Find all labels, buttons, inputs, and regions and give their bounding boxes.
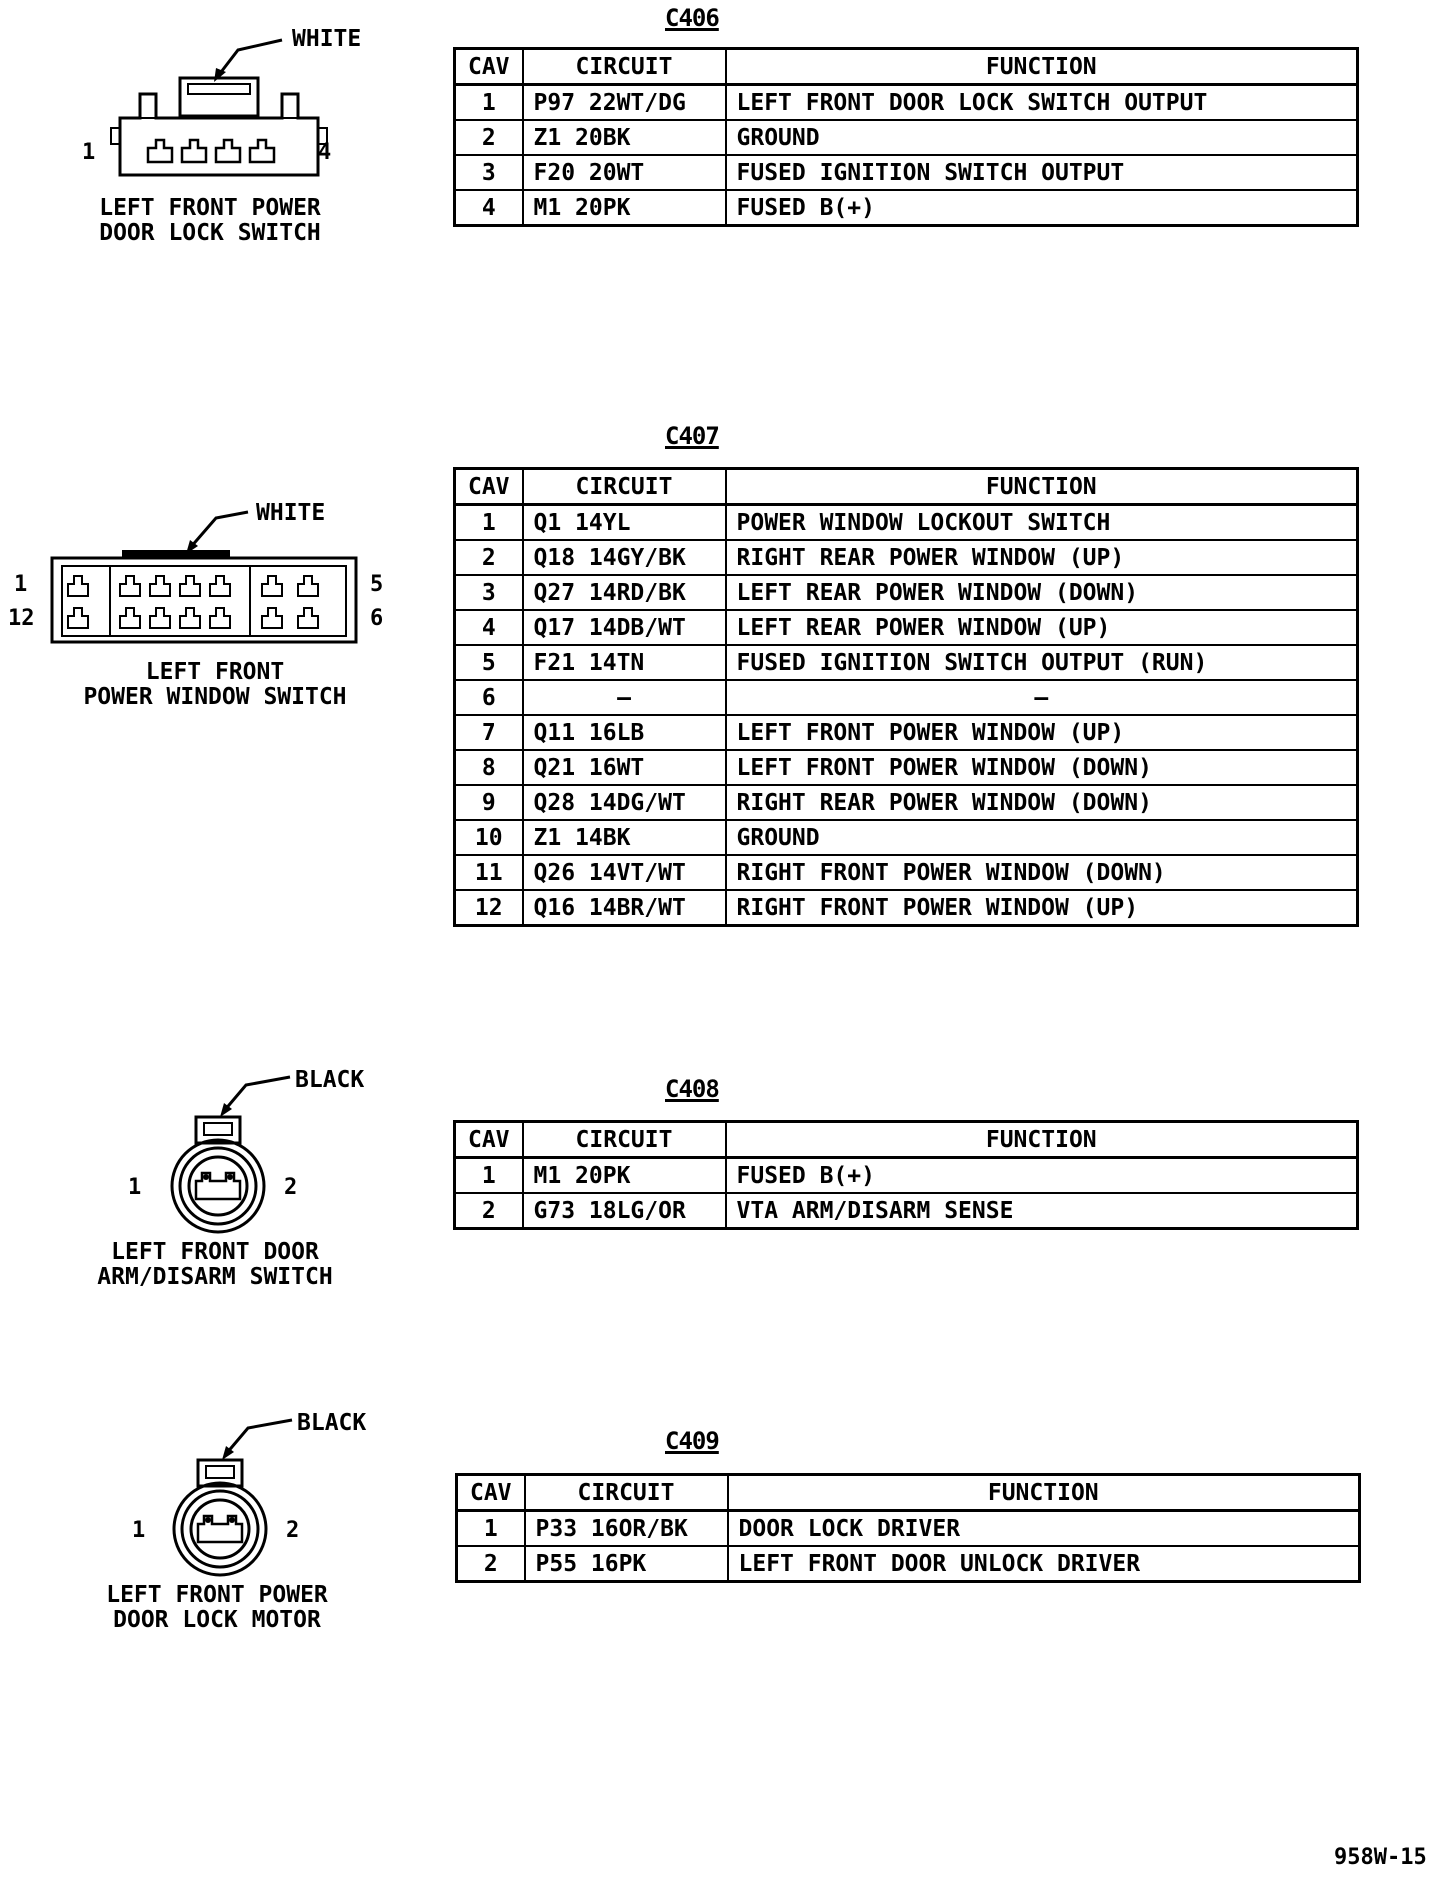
pin-label-1: 1 xyxy=(132,1518,146,1543)
circuit-cell: Q27 14RD/BK xyxy=(523,575,726,610)
circuit-cell: Q28 14DG/WT xyxy=(523,785,726,820)
cav-cell: 3 xyxy=(455,575,523,610)
cav-cell: 2 xyxy=(455,540,523,575)
cav-cell: 4 xyxy=(455,190,523,226)
circuit-cell: – xyxy=(523,680,726,715)
cav-cell: 1 xyxy=(457,1511,525,1547)
function-cell: LEFT FRONT POWER WINDOW (UP) xyxy=(726,715,1358,750)
connector-title-c408: C408 xyxy=(665,1075,719,1103)
cav-cell: 6 xyxy=(455,680,523,715)
header-cav: CAV xyxy=(457,1475,525,1511)
function-cell: LEFT REAR POWER WINDOW (DOWN) xyxy=(726,575,1358,610)
connector-label-c409 xyxy=(72,1583,362,1633)
header-circuit: CIRCUIT xyxy=(523,469,726,505)
pin-label-2: 2 xyxy=(286,1518,300,1543)
table-row xyxy=(455,750,1358,785)
connector-label-c407 xyxy=(50,660,380,710)
header-cav: CAV xyxy=(455,469,523,505)
circuit-cell: M1 20PK xyxy=(523,1158,726,1194)
cav-cell: 2 xyxy=(455,1193,523,1229)
cav-cell: 3 xyxy=(455,155,523,190)
circuit-cell: P33 16OR/BK xyxy=(525,1511,728,1547)
circuit-cell: P55 16PK xyxy=(525,1546,728,1582)
table-header-row xyxy=(455,469,1358,505)
function-cell: RIGHT FRONT POWER WINDOW (UP) xyxy=(726,890,1358,926)
circuit-cell: P97 22WT/DG xyxy=(523,85,726,121)
connector-label-line: LEFT FRONT POWER xyxy=(106,1582,328,1608)
table-row xyxy=(455,155,1358,190)
cav-cell: 5 xyxy=(455,645,523,680)
function-cell: LEFT FRONT POWER WINDOW (DOWN) xyxy=(726,750,1358,785)
table-row xyxy=(455,855,1358,890)
connector-label-line: POWER WINDOW SWITCH xyxy=(83,684,347,710)
cav-cell: 7 xyxy=(455,715,523,750)
circuit-cell: Q11 16LB xyxy=(523,715,726,750)
connector-color-c406: WHITE xyxy=(292,26,362,52)
connector-label-line: DOOR LOCK MOTOR xyxy=(113,1607,321,1633)
cav-cell: 8 xyxy=(455,750,523,785)
function-cell: RIGHT FRONT POWER WINDOW (DOWN) xyxy=(726,855,1358,890)
table-row xyxy=(455,820,1358,855)
circuit-cell: Z1 20BK xyxy=(523,120,726,155)
function-cell: FUSED B(+) xyxy=(726,1158,1358,1194)
connector-table-c407 xyxy=(453,467,1359,927)
connector-color-c407: WHITE xyxy=(256,500,326,526)
circuit-cell: Q16 14BR/WT xyxy=(523,890,726,926)
header-function: FUNCTION xyxy=(726,469,1358,505)
circuit-cell: Q1 14YL xyxy=(523,505,726,541)
header-circuit: CIRCUIT xyxy=(523,1122,726,1158)
document-id: 958W-15 xyxy=(1334,1845,1427,1870)
pin-label-5: 5 xyxy=(370,572,384,597)
circuit-cell: M1 20PK xyxy=(523,190,726,226)
function-cell: DOOR LOCK DRIVER xyxy=(728,1511,1360,1547)
circuit-cell: Q18 14GY/BK xyxy=(523,540,726,575)
table-row xyxy=(457,1546,1360,1582)
function-cell: LEFT FRONT DOOR LOCK SWITCH OUTPUT xyxy=(726,85,1358,121)
table-row xyxy=(455,1193,1358,1229)
table-row xyxy=(455,85,1358,121)
cav-cell: 2 xyxy=(455,120,523,155)
function-cell: FUSED IGNITION SWITCH OUTPUT (RUN) xyxy=(726,645,1358,680)
cav-cell: 2 xyxy=(457,1546,525,1582)
header-circuit: CIRCUIT xyxy=(525,1475,728,1511)
table-row xyxy=(455,645,1358,680)
circuit-cell: Q21 16WT xyxy=(523,750,726,785)
connector-label-line: LEFT FRONT DOOR xyxy=(111,1239,319,1265)
header-cav: CAV xyxy=(455,49,523,85)
table-row xyxy=(455,540,1358,575)
connector-label-c406 xyxy=(70,196,350,246)
cav-cell: 4 xyxy=(455,610,523,645)
header-function: FUNCTION xyxy=(728,1475,1360,1511)
connector-label-line: DOOR LOCK SWITCH xyxy=(99,220,321,246)
table-row xyxy=(455,1158,1358,1194)
pin-label-6: 6 xyxy=(370,606,384,631)
circuit-cell: G73 18LG/OR xyxy=(523,1193,726,1229)
cav-cell: 1 xyxy=(455,85,523,121)
table-row xyxy=(455,785,1358,820)
function-cell: LEFT FRONT DOOR UNLOCK DRIVER xyxy=(728,1546,1360,1582)
function-cell: POWER WINDOW LOCKOUT SWITCH xyxy=(726,505,1358,541)
function-cell: GROUND xyxy=(726,120,1358,155)
function-cell: FUSED B(+) xyxy=(726,190,1358,226)
table-header-row xyxy=(455,49,1358,85)
function-cell: VTA ARM/DISARM SENSE xyxy=(726,1193,1358,1229)
function-cell: RIGHT REAR POWER WINDOW (DOWN) xyxy=(726,785,1358,820)
header-function: FUNCTION xyxy=(726,49,1358,85)
function-cell: RIGHT REAR POWER WINDOW (UP) xyxy=(726,540,1358,575)
function-cell: LEFT REAR POWER WINDOW (UP) xyxy=(726,610,1358,645)
table-header-row xyxy=(457,1475,1360,1511)
connector-label-c408 xyxy=(70,1240,360,1290)
circuit-cell: F21 14TN xyxy=(523,645,726,680)
connector-color-c408: BLACK xyxy=(295,1067,365,1093)
cav-cell: 1 xyxy=(455,1158,523,1194)
table-row xyxy=(455,190,1358,226)
function-cell: FUSED IGNITION SWITCH OUTPUT xyxy=(726,155,1358,190)
table-header-row xyxy=(455,1122,1358,1158)
pin-label-1: 1 xyxy=(128,1175,142,1200)
cav-cell: 10 xyxy=(455,820,523,855)
function-cell: – xyxy=(726,680,1358,715)
pin-label-12: 12 xyxy=(8,606,35,631)
connector-title-c406: C406 xyxy=(665,4,719,32)
table-row xyxy=(455,680,1358,715)
connector-color-c409: BLACK xyxy=(297,1410,367,1436)
function-cell: GROUND xyxy=(726,820,1358,855)
connector-title-c409: C409 xyxy=(665,1427,719,1455)
pin-label-1: 1 xyxy=(82,140,96,165)
table-row xyxy=(455,575,1358,610)
table-row xyxy=(455,890,1358,926)
table-row xyxy=(455,715,1358,750)
connector-label-line: LEFT FRONT xyxy=(145,659,285,685)
circuit-cell: Q26 14VT/WT xyxy=(523,855,726,890)
cav-cell: 11 xyxy=(455,855,523,890)
header-circuit: CIRCUIT xyxy=(523,49,726,85)
table-row xyxy=(455,610,1358,645)
table-row xyxy=(457,1511,1360,1547)
connector-table-c408 xyxy=(453,1120,1359,1230)
pin-label-4: 4 xyxy=(318,140,332,165)
cav-cell: 9 xyxy=(455,785,523,820)
connector-label-line: LEFT FRONT POWER xyxy=(99,195,321,221)
connector-title-c407: C407 xyxy=(665,422,719,450)
connector-table-c406 xyxy=(453,47,1359,227)
table-row xyxy=(455,505,1358,541)
connector-label-line: ARM/DISARM SWITCH xyxy=(97,1264,333,1290)
header-cav: CAV xyxy=(455,1122,523,1158)
header-function: FUNCTION xyxy=(726,1122,1358,1158)
pin-label-1: 1 xyxy=(14,572,28,597)
connector-table-c409 xyxy=(455,1473,1361,1583)
cav-cell: 12 xyxy=(455,890,523,926)
circuit-cell: Q17 14DB/WT xyxy=(523,610,726,645)
table-row xyxy=(455,120,1358,155)
circuit-cell: Z1 14BK xyxy=(523,820,726,855)
cav-cell: 1 xyxy=(455,505,523,541)
pin-label-2: 2 xyxy=(284,1175,298,1200)
circuit-cell: F20 20WT xyxy=(523,155,726,190)
